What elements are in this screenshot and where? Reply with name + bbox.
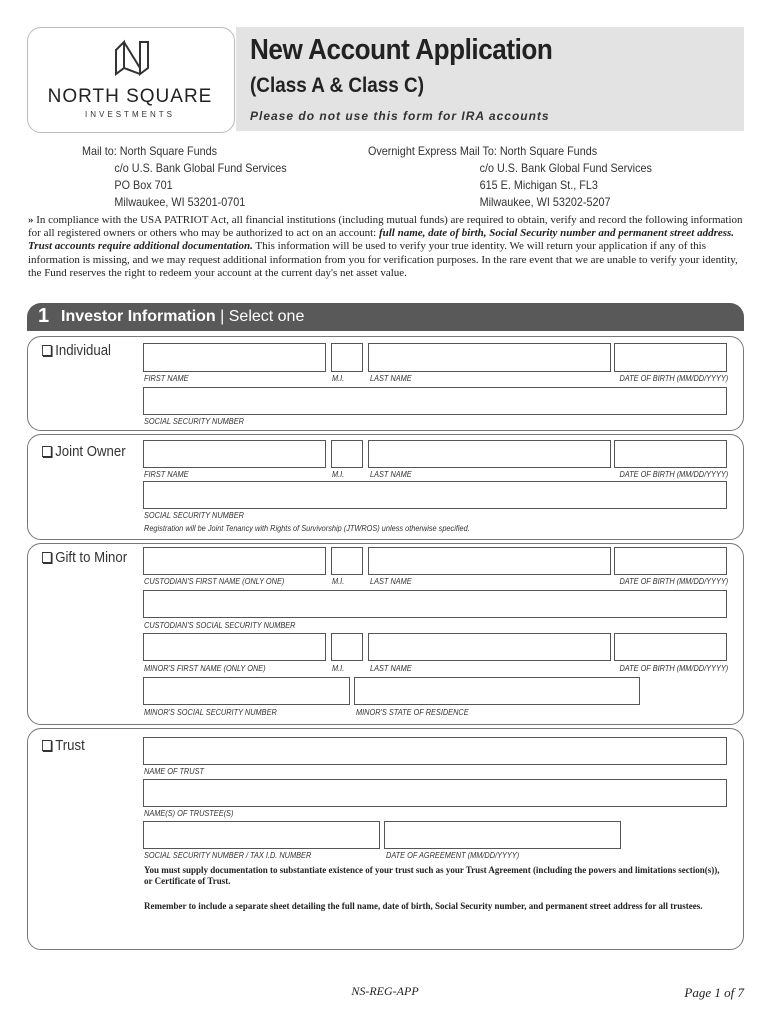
label: DATE OF BIRTH (MM/DD/YYYY)	[619, 664, 728, 673]
label: MINOR'S STATE OF RESIDENCE	[356, 708, 469, 717]
label: M.I.	[332, 374, 345, 383]
ira-note: Please do not use this form for IRA accounts	[250, 109, 550, 123]
checkbox-icon[interactable]	[42, 446, 52, 457]
custodian-last-name-input[interactable]	[368, 547, 611, 575]
mail-line: Overnight Express Mail To: North Square Funds	[368, 144, 598, 158]
trust-tin-input[interactable]	[143, 821, 380, 849]
label: FIRST NAME	[144, 470, 189, 479]
minor-dob-input[interactable]	[614, 633, 727, 661]
arrow-icon: »	[28, 214, 34, 226]
jtwros-note: Registration will be Joint Tenancy with Rights of Survivorship (JTWROS) unless otherwise specified.	[144, 524, 470, 533]
label: CUSTODIAN'S SOCIAL SECURITY NUMBER	[144, 621, 296, 630]
label: SOCIAL SECURITY NUMBER	[144, 511, 244, 520]
label: CUSTODIAN'S FIRST NAME (ONLY ONE)	[144, 577, 285, 586]
north-square-logo-icon	[112, 38, 152, 78]
label: MINOR'S SOCIAL SECURITY NUMBER	[144, 708, 277, 717]
form-code: NS-REG-APP	[351, 984, 419, 998]
label: DATE OF AGREEMENT (MM/DD/YYYY)	[386, 851, 520, 860]
section-title: Investor Information | Select one	[61, 308, 305, 325]
label: LAST NAME	[370, 664, 412, 673]
checkbox-icon[interactable]	[42, 552, 52, 563]
trust-agreement-date-input[interactable]	[384, 821, 621, 849]
section-number: 1	[38, 305, 50, 327]
individual-ssn-input[interactable]	[143, 387, 727, 415]
mail-address-overnight	[368, 143, 652, 211]
label: FIRST NAME	[144, 374, 189, 383]
gift-to-minor-checkbox[interactable]: Gift to Minor	[42, 549, 127, 566]
trust-remember-note: Remember to include a separate sheet detailing the full name, date of birth, Social Security number, and permanent street address for all trustees.	[144, 901, 703, 911]
label: NAME OF TRUST	[144, 767, 204, 776]
checkbox-icon[interactable]	[42, 345, 52, 356]
minor-first-name-input[interactable]	[143, 633, 326, 661]
label: LAST NAME	[370, 470, 412, 479]
label: SOCIAL SECURITY NUMBER	[144, 417, 244, 426]
joint-last-name-input[interactable]	[368, 440, 611, 468]
individual-first-name-input[interactable]	[143, 343, 326, 372]
label: DATE OF BIRTH (MM/DD/YYYY)	[619, 577, 728, 586]
label: M.I.	[332, 470, 345, 479]
page-subtitle: (Class A & Class C)	[250, 74, 425, 97]
logo-subtitle: INVESTMENTS	[85, 110, 175, 119]
minor-state-input[interactable]	[354, 677, 640, 705]
label: LAST NAME	[370, 577, 412, 586]
custodian-first-name-input[interactable]	[143, 547, 326, 575]
page-number: Page 1 of 7	[684, 985, 744, 1000]
joint-first-name-input[interactable]	[143, 440, 326, 468]
label: SOCIAL SECURITY NUMBER / TAX I.D. NUMBER	[144, 851, 312, 860]
mail-line: PO Box 701	[114, 178, 173, 192]
custodian-ssn-input[interactable]	[143, 590, 727, 618]
label: LAST NAME	[370, 374, 412, 383]
trust-documentation-note: You must supply documentation to substantiate existence of your trust such as your Trust Agreement (including the powers and limitations section(s)), or Certificate of Trust.	[144, 865, 720, 886]
label: DATE OF BIRTH (MM/DD/YYYY)	[619, 470, 728, 479]
mail-address-regular	[82, 143, 287, 211]
joint-ssn-input[interactable]	[143, 481, 727, 509]
trust-checkbox[interactable]: Trust	[42, 737, 85, 754]
mail-line: Milwaukee, WI 53201-0701	[114, 195, 246, 209]
label: DATE OF BIRTH (MM/DD/YYYY)	[619, 374, 728, 383]
label: MINOR'S FIRST NAME (ONLY ONE)	[144, 664, 266, 673]
mail-line: Mail to: North Square Funds	[82, 144, 218, 158]
checkbox-icon[interactable]	[42, 740, 52, 751]
individual-checkbox[interactable]: Individual	[42, 342, 111, 359]
joint-mi-input[interactable]	[331, 440, 363, 468]
mail-line: c/o U.S. Bank Global Fund Services	[479, 161, 652, 175]
individual-last-name-input[interactable]	[368, 343, 611, 372]
mail-line: c/o U.S. Bank Global Fund Services	[114, 161, 287, 175]
patriot-act-paragraph: » In compliance with the USA PATRIOT Act, all financial institutions (including mutual funds) are required to obtain, verify and record the following information for all registered owners or others who may be authorized to act on an account: full name, date of birth, Social Security number and permanent street address. Trust accounts require additional documentation. This information will be used to verify your true identity. We will return your application if any of this information is missing, and we may request additional information from you for verification purposes. In the rare event that we are unable to verify your identity, the Fund reserves the right to redeem your account at the current day's net asset value.	[28, 214, 743, 279]
page-title: New Account Application	[250, 34, 553, 66]
custodian-mi-input[interactable]	[331, 547, 363, 575]
trust-name-input[interactable]	[143, 737, 727, 765]
individual-dob-input[interactable]	[614, 343, 727, 372]
individual-mi-input[interactable]	[331, 343, 363, 372]
mail-line: 615 E. Michigan St., FL3	[479, 178, 598, 192]
logo-name: NORTH SQUARE	[47, 86, 213, 107]
label: M.I.	[332, 664, 345, 673]
trustees-name-input[interactable]	[143, 779, 727, 807]
minor-ssn-input[interactable]	[143, 677, 350, 705]
mail-line: Milwaukee, WI 53202-5207	[479, 195, 611, 209]
label: NAME(S) OF TRUSTEE(S)	[144, 809, 234, 818]
minor-last-name-input[interactable]	[368, 633, 611, 661]
custodian-dob-input[interactable]	[614, 547, 727, 575]
minor-mi-input[interactable]	[331, 633, 363, 661]
label: M.I.	[332, 577, 345, 586]
joint-dob-input[interactable]	[614, 440, 727, 468]
joint-owner-checkbox[interactable]: Joint Owner	[42, 443, 126, 460]
